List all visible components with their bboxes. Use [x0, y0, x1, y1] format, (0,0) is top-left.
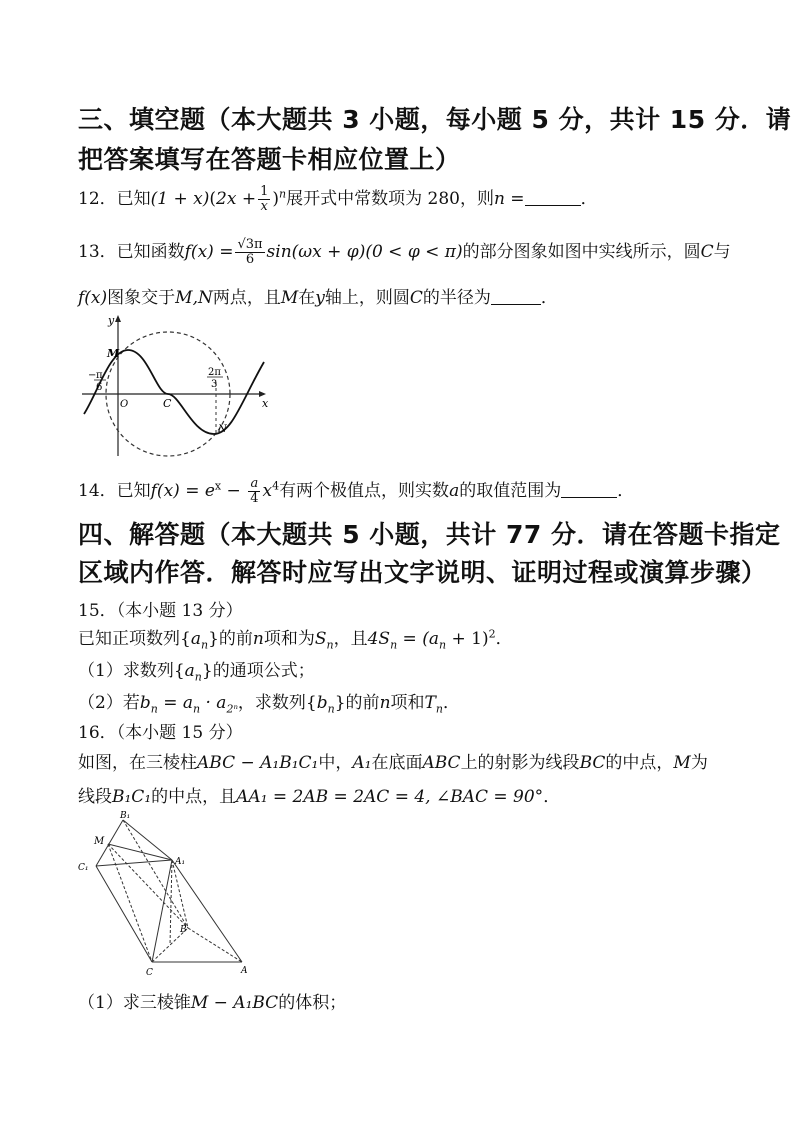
tick-left-pre: −	[88, 370, 97, 381]
section-4-title-line2: 区域内作答．解答时应写出文字说明、证明过程或演算步骤）	[78, 558, 767, 587]
question-15-stem: 已知正项数列$\{a_n\}$的前n项和为$S_n$，且$4S_n = (a_n + 1)^2$．	[78, 627, 513, 652]
graph-label-n: N	[218, 424, 227, 435]
y-axis-arrow	[115, 315, 121, 322]
question-12: 12．已知(1 + x)(2x + $\frac{1}{x}$ )$^n$展开式中常数项为 280，则n = ．	[78, 184, 598, 214]
segment-a1-midpoint	[170, 860, 172, 945]
segment-a1-b	[172, 860, 188, 928]
question-16-part1: （1）求三棱锥M − A₁BC的体积；	[78, 993, 347, 1013]
label-c1: C₁	[78, 863, 89, 873]
question-16-header: 16．（本小题 15 分）	[78, 723, 243, 743]
question-14: 14．已知$f(x) = e^x$ − $\frac{a}{4}$ $x^4$有两个极值点，则实数a的取值范围为 ．	[78, 476, 635, 506]
tick-right-den: 3	[211, 379, 218, 390]
tick-left-den: 6	[96, 382, 103, 393]
question-15-part1: （1）求数列$\{a_n\}$的通项公式；	[78, 661, 315, 684]
function-graph-figure	[76, 310, 276, 460]
label-m: M	[94, 836, 105, 847]
question-13-line1: 13．已知函数f(x) = $\frac{√3\pi}{6}$ sin(ωx + φ)(0 < φ < π)的部分图象如图中实线所示，圆C与	[78, 237, 731, 267]
graph-label-x: x	[262, 397, 269, 410]
question-16-line2: 线段B₁C₁的中点，且AA₁ = 2AB = 2AC = 4, ∠BAC = 90°．	[78, 787, 561, 807]
edge-c1-a1	[96, 860, 172, 866]
tick-left-num: π	[96, 370, 103, 381]
section-3-title-line1: 三、填空题（本大题共 3 小题，每小题 5 分，共计 15 分．请	[78, 105, 792, 134]
answer-blank-12[interactable]	[525, 191, 581, 206]
label-b1: B₁	[120, 811, 131, 821]
tick-right-num: 2π	[208, 367, 221, 378]
edge-a1-a	[172, 860, 242, 962]
prism-figure	[76, 810, 266, 980]
graph-label-y: y	[108, 314, 115, 327]
segment-a1-c	[152, 860, 172, 962]
sine-curve	[84, 350, 264, 434]
question-16-line1: 如图，在三棱柱ABC − A₁B₁C₁中，A₁在底面ABC上的射影为线段BC的中点，M为	[78, 753, 708, 773]
label-a: A	[241, 966, 248, 976]
label-c: C	[146, 968, 153, 978]
edge-c1-c	[96, 866, 152, 962]
edge-b-a	[188, 928, 242, 962]
answer-blank-13[interactable]	[491, 290, 541, 305]
answer-blank-14[interactable]	[561, 483, 617, 498]
label-a1: A₁	[175, 857, 186, 867]
question-15-header: 15．（本小题 13 分）	[78, 601, 243, 621]
graph-label-o: O	[120, 399, 129, 410]
section-3-title-line2: 把答案填写在答题卡相应位置上）	[78, 145, 461, 174]
graph-label-c: C	[163, 397, 172, 410]
question-15-part2: （2）若$b_n = a_n \cdot a_{2^n}$，求数列$\{b_n\}$的前n项和$T_n$．	[78, 693, 460, 716]
question-13-line2: f(x)图象交于M,N两点，且M在y轴上，则圆C的半径为 ．	[78, 288, 558, 308]
label-b: B	[180, 925, 187, 935]
section-4-title-line1: 四、解答题（本大题共 5 小题，共计 77 分．请在答题卡指定	[78, 520, 781, 549]
graph-label-m: M	[107, 347, 120, 360]
